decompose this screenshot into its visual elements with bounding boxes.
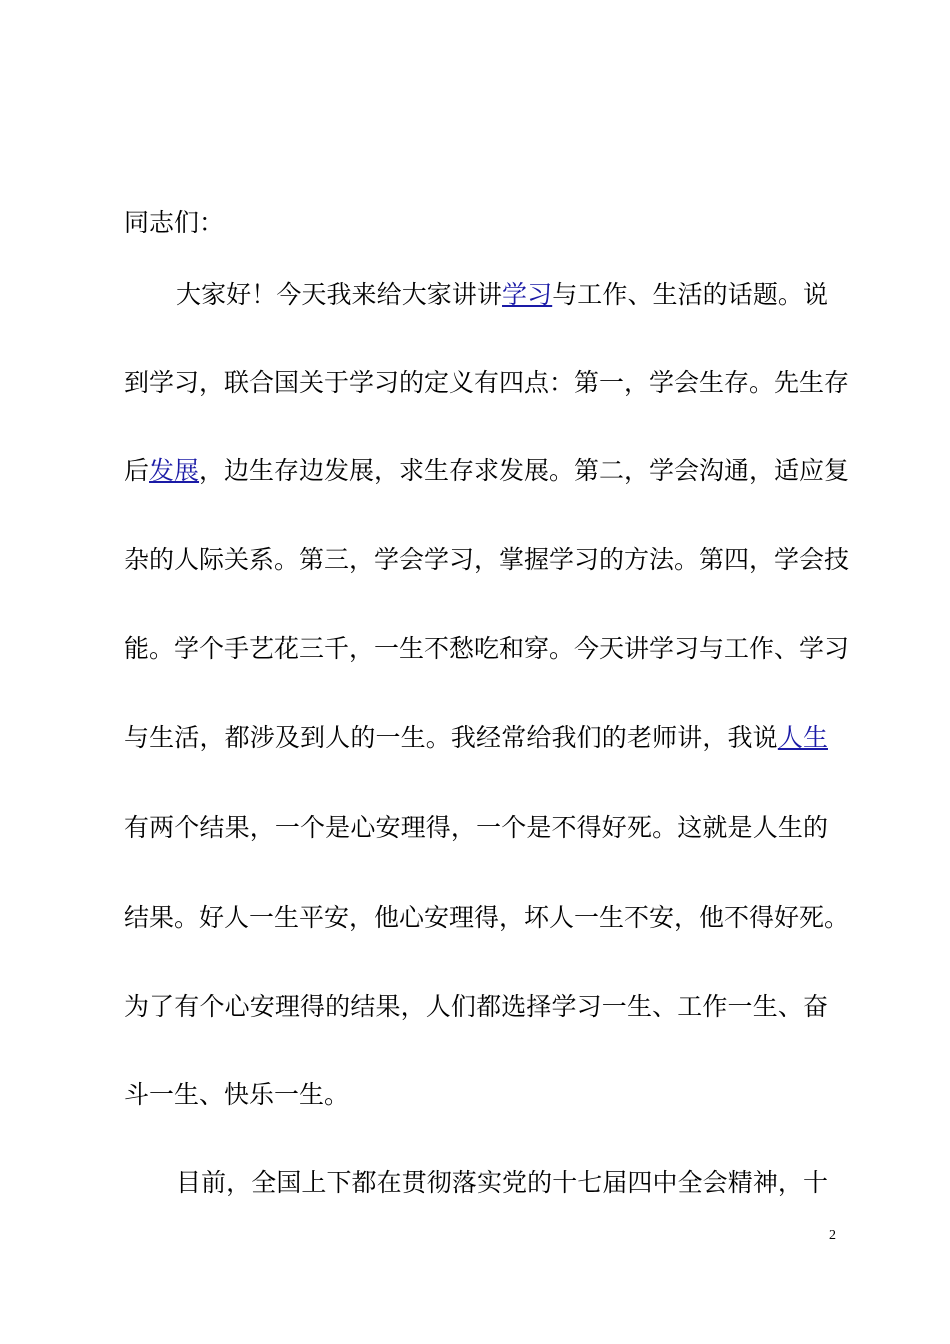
text-span: 与生活，都涉及到人的一生。我经常给我们的老师讲，我说: [124, 723, 778, 752]
paragraph-1-line-10: 斗一生、快乐一生。: [124, 1080, 350, 1109]
text-span: 与工作、生活的话题。说: [552, 280, 828, 309]
link-development[interactable]: 发展: [149, 456, 200, 485]
link-study[interactable]: 学习: [502, 280, 553, 309]
paragraph-1-line-7: 有两个结果，一个是心安理得，一个是不得好死。这就是人生的: [124, 813, 828, 842]
paragraph-1-line-9: 为了有个心安理得的结果，人们都选择学习一生、工作一生、奋: [124, 992, 828, 1021]
paragraph-1-line-2: 到学习，联合国关于学习的定义有四点：第一，学会生存。先生存: [124, 368, 850, 397]
paragraph-2-line-1: 目前，全国上下都在贯彻落实党的十七届四中全会精神，十: [176, 1168, 828, 1197]
text-span: 大家好！今天我来给大家讲讲: [176, 280, 503, 309]
page-number: 2: [829, 1228, 836, 1243]
paragraph-1-line-8: 结果。好人一生平安，他心安理得，坏人一生不安，他不得好死。: [124, 903, 850, 932]
salutation: 同志们：: [124, 208, 225, 237]
paragraph-1-line-4: 杂的人际关系。第三，学会学习，掌握学习的方法。第四，学会技: [124, 545, 850, 574]
paragraph-1-line-6: [124, 723, 828, 753]
paragraph-1-line-3: [124, 456, 850, 486]
paragraph-1-line-1: [176, 280, 828, 310]
link-life[interactable]: 人生: [777, 723, 828, 752]
text-span: 后: [124, 456, 150, 485]
text-span: ，边生存边发展，求生存求发展。第二，学会沟通，适应复: [199, 456, 850, 485]
paragraph-1-line-5: 能。学个手艺花三千，一生不愁吃和穿。今天讲学习与工作、学习: [124, 634, 850, 663]
